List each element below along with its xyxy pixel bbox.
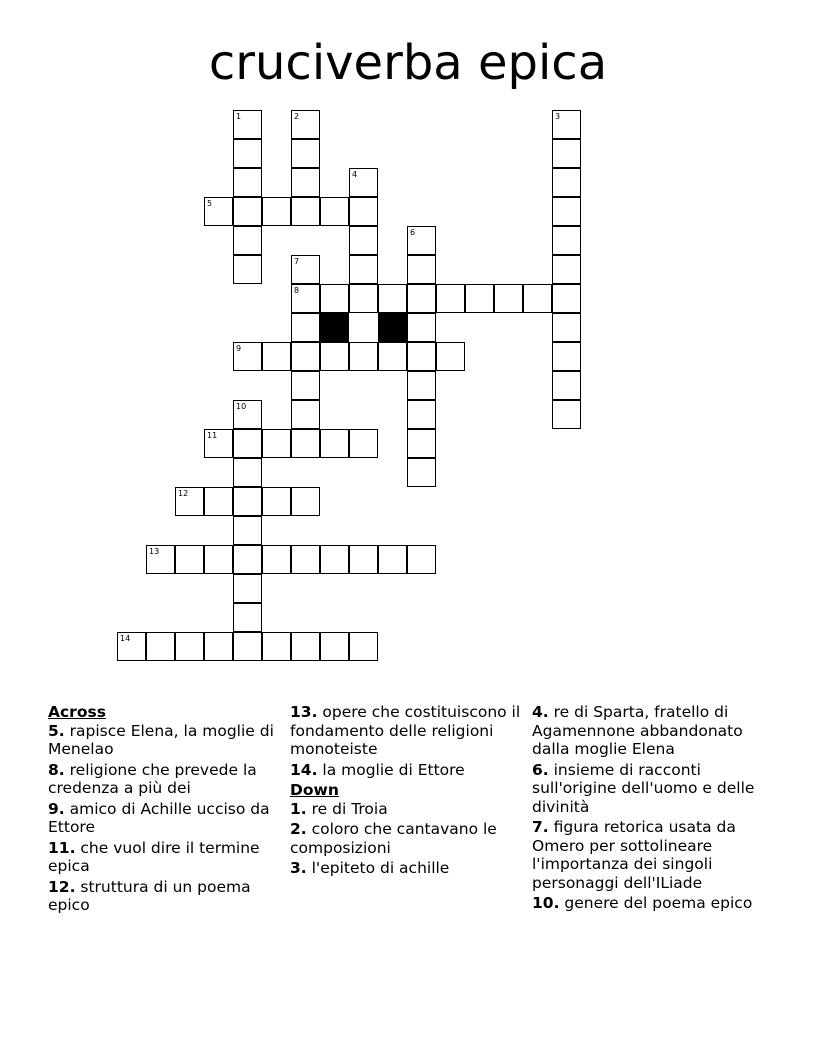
- clue-across-12: 12. struttura di un poema epico: [48, 877, 251, 914]
- cell-number: 9: [236, 344, 242, 353]
- grid-cell[interactable]: [320, 197, 349, 226]
- cell-number: 3: [555, 112, 561, 121]
- grid-cell[interactable]: [407, 545, 436, 574]
- grid-cell[interactable]: [291, 632, 320, 661]
- clue-down-3: 3. l'epiteto di achille: [290, 859, 450, 877]
- grid-cell[interactable]: [349, 197, 378, 226]
- grid-cell[interactable]: [407, 313, 436, 342]
- cell-number: 5: [207, 199, 213, 208]
- grid-cell[interactable]: [233, 632, 262, 661]
- grid-cell[interactable]: [291, 400, 320, 429]
- grid-cell[interactable]: [262, 545, 291, 574]
- grid-cell[interactable]: [233, 110, 262, 139]
- grid-cell[interactable]: [320, 545, 349, 574]
- clue-down-2: 2. coloro che cantavano le composizioni: [290, 820, 497, 857]
- cell-number: 8: [294, 286, 300, 295]
- grid-cell[interactable]: [204, 632, 233, 661]
- grid-cell[interactable]: [262, 342, 291, 371]
- down-heading: Down: [290, 781, 339, 799]
- grid-cell[interactable]: [204, 197, 233, 226]
- grid-cell[interactable]: [552, 371, 581, 400]
- grid-cell[interactable]: [378, 284, 407, 313]
- grid-cell[interactable]: [204, 545, 233, 574]
- cell-number: 7: [294, 257, 300, 266]
- page-title: cruciverba epica: [208, 35, 608, 91]
- grid-cell[interactable]: [349, 226, 378, 255]
- grid-cell[interactable]: [117, 632, 146, 661]
- clue-across-11: 11. che vuol dire il termine epica: [48, 838, 260, 875]
- grid-cell[interactable]: [262, 632, 291, 661]
- black-cell: [378, 313, 407, 342]
- grid-cell[interactable]: [291, 168, 320, 197]
- grid-cell[interactable]: [291, 139, 320, 168]
- grid-cell[interactable]: [349, 632, 378, 661]
- grid-cell[interactable]: [465, 284, 494, 313]
- across-heading: Across: [48, 703, 106, 721]
- grid-cell[interactable]: [349, 545, 378, 574]
- grid-cell[interactable]: [233, 545, 262, 574]
- cell-number: 6: [410, 228, 416, 237]
- grid-cell[interactable]: [407, 400, 436, 429]
- cell-number: 14: [120, 634, 131, 643]
- clue-across-5: 5. rapisce Elena, la moglie di Menelao: [48, 721, 274, 758]
- black-cell: [320, 313, 349, 342]
- grid-cell[interactable]: [494, 284, 523, 313]
- clue-across-8: 8. religione che prevede la credenza a più dei: [48, 760, 257, 797]
- grid-cell[interactable]: [378, 342, 407, 371]
- grid-cell[interactable]: [146, 632, 175, 661]
- clue-column-2: [290, 703, 522, 880]
- cell-number: 13: [149, 547, 160, 556]
- cell-number: 1: [236, 112, 242, 121]
- grid-cell[interactable]: [233, 574, 262, 603]
- clue-down-1: 1. re di Troia: [290, 799, 388, 818]
- grid-cell[interactable]: [349, 342, 378, 371]
- clue-across-14: 14. la moglie di Ettore: [290, 760, 465, 779]
- clue-down-6: 6. insieme di racconti sull'origine dell'uomo e delle divinità: [532, 760, 755, 816]
- grid-cell[interactable]: [320, 632, 349, 661]
- grid-cell[interactable]: [291, 197, 320, 226]
- cell-number: 2: [294, 112, 300, 121]
- clue-down-7: 7. figura retorica usata da Omero per sottolineare l'importanza dei singoli personaggi dell'ILiade: [532, 818, 736, 892]
- cell-number: 12: [178, 489, 189, 498]
- grid-cell[interactable]: [233, 458, 262, 487]
- grid-cell[interactable]: [523, 284, 552, 313]
- grid-cell[interactable]: [552, 400, 581, 429]
- grid-cell[interactable]: [233, 516, 262, 545]
- clue-column-3: [532, 703, 764, 915]
- clue-across-9: 9. amico di Achille ucciso da Ettore: [48, 799, 270, 836]
- grid-cell[interactable]: [407, 371, 436, 400]
- grid-cell[interactable]: [407, 429, 436, 458]
- grid-cell[interactable]: [204, 429, 233, 458]
- grid-cell[interactable]: [175, 487, 204, 516]
- grid-cell[interactable]: [407, 255, 436, 284]
- grid-cell[interactable]: [233, 139, 262, 168]
- grid-cell[interactable]: [320, 342, 349, 371]
- grid-cell[interactable]: [233, 226, 262, 255]
- grid-cell[interactable]: [349, 168, 378, 197]
- grid-cell[interactable]: [552, 197, 581, 226]
- grid-cell[interactable]: [233, 342, 262, 371]
- grid-cell[interactable]: [146, 545, 175, 574]
- clue-column-1: [48, 703, 280, 917]
- grid-cell[interactable]: [552, 226, 581, 255]
- grid-cell[interactable]: [320, 429, 349, 458]
- grid-cell[interactable]: [436, 342, 465, 371]
- grid-cell[interactable]: [407, 342, 436, 371]
- grid-cell[interactable]: [552, 110, 581, 139]
- grid-cell[interactable]: [233, 197, 262, 226]
- clue-down-10: 10. genere del poema epico: [532, 894, 753, 912]
- grid-cell[interactable]: [291, 545, 320, 574]
- grid-cell[interactable]: [175, 632, 204, 661]
- grid-cell[interactable]: [291, 255, 320, 284]
- grid-cell[interactable]: [407, 284, 436, 313]
- grid-cell[interactable]: [233, 255, 262, 284]
- grid-cell[interactable]: [291, 284, 320, 313]
- grid-cell[interactable]: [291, 487, 320, 516]
- grid-cell[interactable]: [320, 284, 349, 313]
- grid-cell[interactable]: [204, 487, 233, 516]
- clue-down-4: 4. re di Sparta, fratello di Agamennone abbandonato dalla moglie Elena: [532, 703, 743, 758]
- grid-cell[interactable]: [407, 226, 436, 255]
- grid-cell[interactable]: [262, 487, 291, 516]
- grid-cell[interactable]: [552, 255, 581, 284]
- grid-cell[interactable]: [291, 429, 320, 458]
- grid-cell[interactable]: [262, 429, 291, 458]
- cell-number: 10: [236, 402, 247, 411]
- grid-cell[interactable]: [349, 429, 378, 458]
- grid-cell[interactable]: [349, 284, 378, 313]
- grid-cell[interactable]: [233, 487, 262, 516]
- grid-cell[interactable]: [233, 400, 262, 429]
- grid-cell[interactable]: [291, 110, 320, 139]
- grid-cell[interactable]: [291, 371, 320, 400]
- grid-cell[interactable]: [552, 168, 581, 197]
- grid-cell[interactable]: [262, 197, 291, 226]
- grid-cell[interactable]: [552, 342, 581, 371]
- grid-cell[interactable]: [175, 545, 204, 574]
- clue-across-13: 13. opere che costituiscono il fondamento delle religioni monoteiste: [290, 703, 521, 758]
- grid-cell[interactable]: [349, 255, 378, 284]
- cell-number: 11: [207, 431, 218, 440]
- grid-cell[interactable]: [378, 545, 407, 574]
- grid-cell[interactable]: [552, 284, 581, 313]
- grid-cell[interactable]: [407, 458, 436, 487]
- grid-cell[interactable]: [291, 342, 320, 371]
- grid-cell[interactable]: [233, 603, 262, 632]
- grid-cell[interactable]: [552, 139, 581, 168]
- grid-cell[interactable]: [233, 429, 262, 458]
- grid-cell[interactable]: [436, 284, 465, 313]
- grid-cell[interactable]: [291, 313, 320, 342]
- cell-number: 4: [352, 170, 358, 179]
- grid-cell[interactable]: [552, 313, 581, 342]
- grid-cell[interactable]: [233, 168, 262, 197]
